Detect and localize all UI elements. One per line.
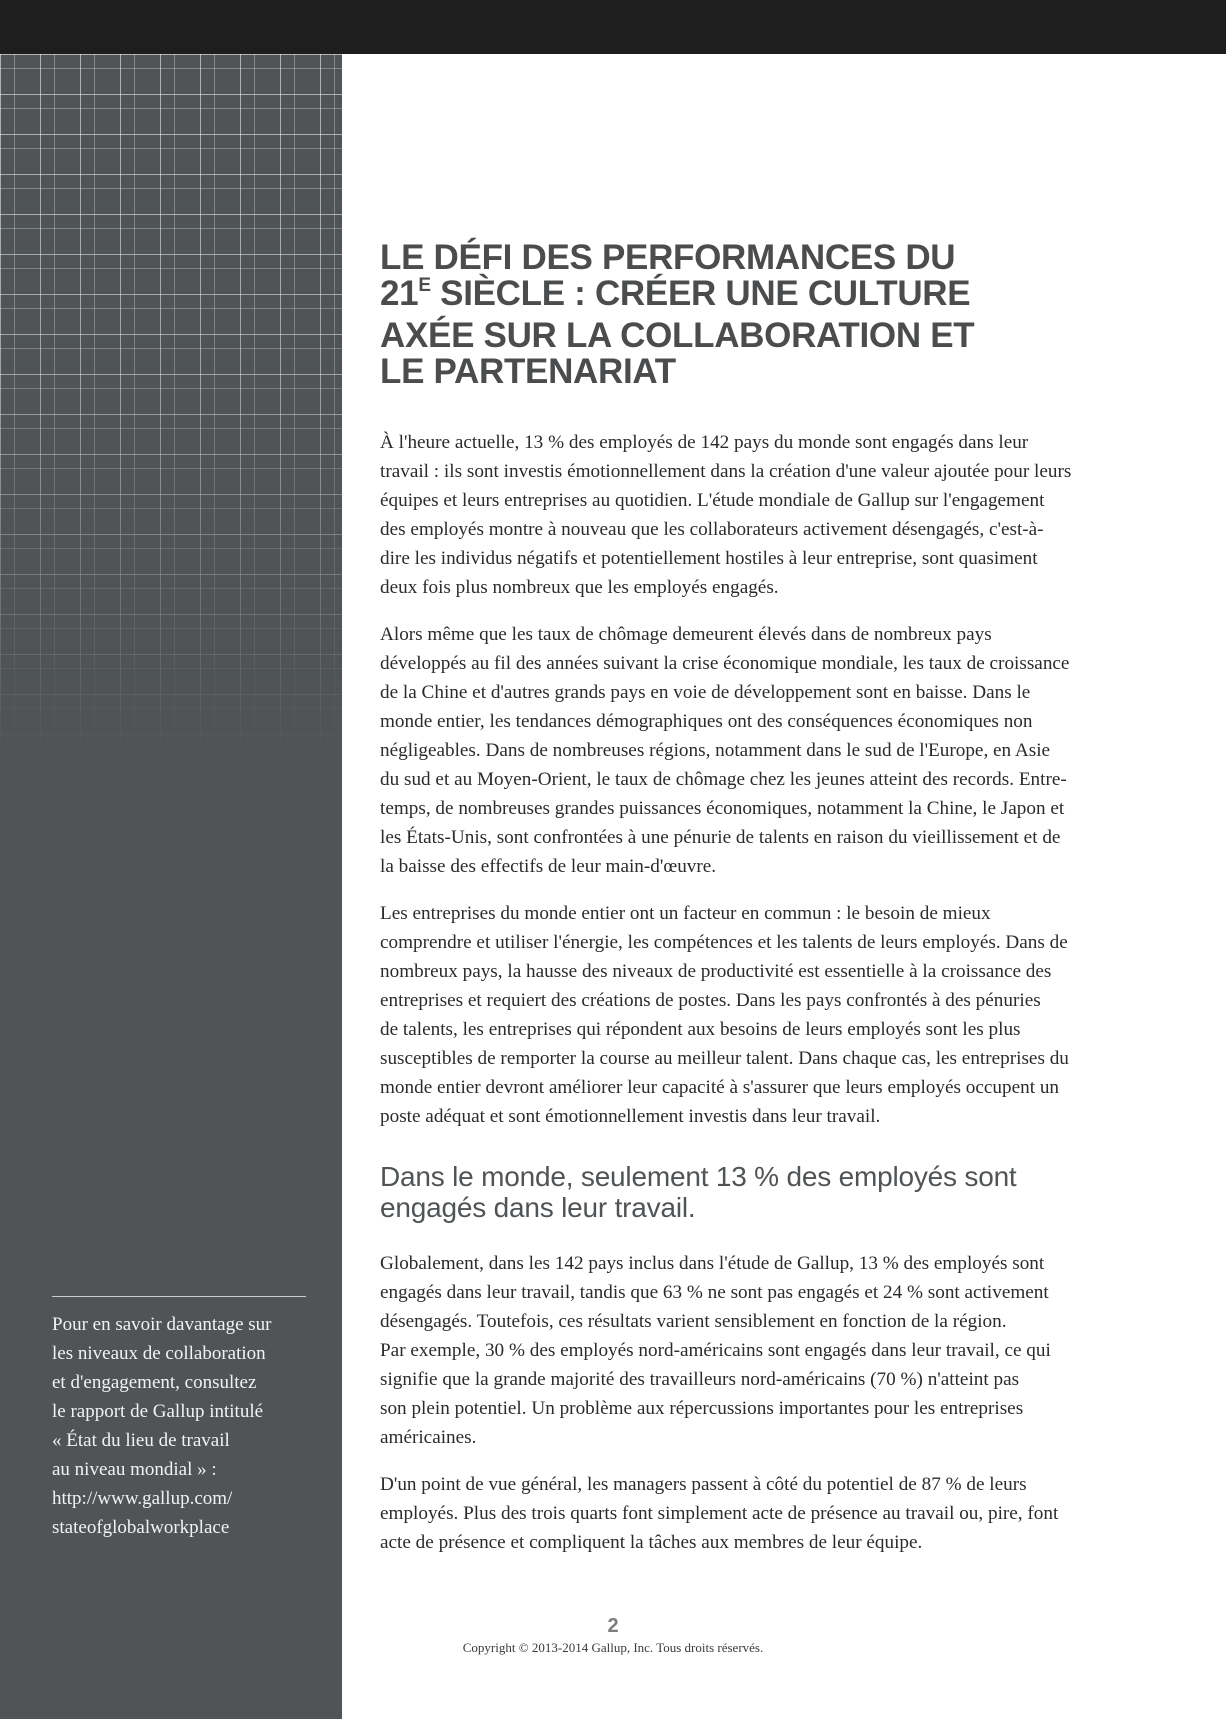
sidebar-note-link[interactable]: http://www.gallup.com/ — [52, 1488, 233, 1509]
title-line: LE PARTENARIAT — [380, 352, 676, 391]
text-line: monde entier, les tendances démographiques ont des conséquences économiques non — [380, 711, 1033, 732]
text-line: entreprises et requiert des créations de postes. Dans les pays confrontés à des pénuries — [380, 990, 1041, 1011]
text-line: de talents, les entreprises qui répondent aux besoins de leurs employés sont les plus — [380, 1019, 1021, 1040]
text-line: temps, de nombreuses grandes puissances économiques, notamment la Chine, le Japon et — [380, 798, 1065, 819]
grid-pattern-decoration — [0, 54, 342, 754]
text-line: travail : ils sont investis émotionnellement dans la création d'une valeur ajoutée pour leurs — [380, 461, 1072, 482]
text-line: Alors même que les taux de chômage demeurent élevés dans de nombreux pays — [380, 624, 992, 645]
text-line: dire les individus négatifs et potentiellement hostiles à leur entreprise, sont quasiment — [380, 548, 1038, 569]
title-line: LE DÉFI DES PERFORMANCES DU — [380, 238, 956, 277]
text-line: son plein potentiel. Un problème aux répercussions importantes pour les entreprises — [380, 1398, 1024, 1419]
sidebar-note-line: « État du lieu de travail — [52, 1430, 230, 1451]
text-line: D'un point de vue général, les managers passent à côté du potentiel de 87 % de leurs — [380, 1474, 1027, 1495]
page-title — [380, 240, 1110, 390]
text-line: signifie que la grande majorité des travailleurs nord-américains (70 %) n'atteint pas — [380, 1369, 1020, 1390]
paragraph-4 — [380, 1249, 1110, 1452]
text-line: équipes et leurs entreprises au quotidien. L'étude mondiale de Gallup sur l'engagement — [380, 490, 1045, 511]
text-line: du sud et au Moyen-Orient, le taux de chômage chez les jeunes atteint des records. Entre- — [380, 769, 1067, 790]
text-line: Par exemple, 30 % des employés nord-américains sont engagés dans leur travail, ce qui — [380, 1340, 1051, 1361]
sidebar — [0, 54, 342, 1719]
copyright-notice: Copyright © 2013-2014 Gallup, Inc. Tous droits réservés. — [462, 1640, 764, 1655]
page-number: 2 — [607, 1615, 619, 1637]
title-line — [380, 276, 1110, 318]
text-line: comprendre et utiliser l'énergie, les compétences et les talents de leurs employés. Dans de — [380, 932, 1068, 953]
text-line: de la Chine et d'autres grands pays en voie de développement sont en baisse. Dans le — [380, 682, 1031, 703]
sidebar-note-line: le rapport de Gallup intitulé — [52, 1401, 264, 1422]
text-line: américaines. — [380, 1427, 477, 1448]
text-line: poste adéquat et sont émotionnellement investis dans leur travail. — [380, 1106, 881, 1127]
text-line: Globalement, dans les 142 pays inclus dans l'étude de Gallup, 13 % des employés sont — [380, 1253, 1045, 1274]
sidebar-note-line: et d'engagement, consultez — [52, 1372, 257, 1393]
paragraph-5 — [380, 1470, 1110, 1557]
section-subheading — [380, 1161, 1110, 1223]
title-line-rest: SIÈCLE : CRÉER UNE CULTURE — [430, 274, 971, 313]
text-line: employés. Plus des trois quarts font simplement acte de présence au travail ou, pire, font — [380, 1503, 1059, 1524]
sidebar-note — [52, 1310, 322, 1542]
top-bar — [0, 0, 1226, 54]
text-line: nombreux pays, la hausse des niveaux de productivité est essentielle à la croissance des — [380, 961, 1052, 982]
text-line: négligeables. Dans de nombreuses régions, notamment dans le sud de l'Europe, en Asie — [380, 740, 1051, 761]
title-number: 21 — [380, 274, 419, 313]
text-line: la baisse des effectifs de leur main-d'œuvre. — [380, 856, 717, 877]
text-line: engagés dans leur travail, tandis que 63 % ne sont pas engagés et 24 % sont activement — [380, 1282, 1049, 1303]
text-line: deux fois plus nombreux que les employés engagés. — [380, 577, 779, 598]
subheading-line: Dans le monde, seulement 13 % des employés sont — [380, 1161, 1017, 1192]
sidebar-note-link[interactable]: stateofglobalworkplace — [52, 1517, 230, 1538]
text-line: désengagés. Toutefois, ces résultats varient sensiblement en fonction de la région. — [380, 1311, 1007, 1332]
text-line: susceptibles de remporter la course au meilleur talent. Dans chaque cas, les entreprises du — [380, 1048, 1069, 1069]
main-content — [380, 240, 1110, 1557]
text-line: Les entreprises du monde entier ont un facteur en commun : le besoin de mieux — [380, 903, 991, 924]
paragraph-3 — [380, 899, 1110, 1131]
text-line: monde entier devront améliorer leur capacité à s'assurer que leurs employés occupent un — [380, 1077, 1060, 1098]
paragraph-1 — [380, 428, 1110, 602]
sidebar-note-line: au niveau mondial » : — [52, 1459, 217, 1480]
text-line: développés au fil des années suivant la crise économique mondiale, les taux de croissance — [380, 653, 1070, 674]
subheading-line: engagés dans leur travail. — [380, 1192, 696, 1223]
title-line: AXÉE SUR LA COLLABORATION ET — [380, 316, 975, 355]
text-line: des employés montre à nouveau que les collaborateurs activement désengagés, c'est-à- — [380, 519, 1044, 540]
text-line: acte de présence et compliquent la tâches aux membres de leur équipe. — [380, 1532, 923, 1553]
sidebar-divider — [52, 1296, 306, 1297]
text-line: les États-Unis, sont confrontées à une pénurie de talents en raison du vieillissement et de — [380, 827, 1061, 848]
paragraph-2 — [380, 620, 1110, 881]
sidebar-note-line: Pour en savoir davantage sur — [52, 1314, 272, 1335]
text-line: À l'heure actuelle, 13 % des employés de 142 pays du monde sont engagés dans leur — [380, 432, 1029, 453]
title-superscript: E — [418, 275, 431, 296]
sidebar-note-line: les niveaux de collaboration — [52, 1343, 266, 1364]
